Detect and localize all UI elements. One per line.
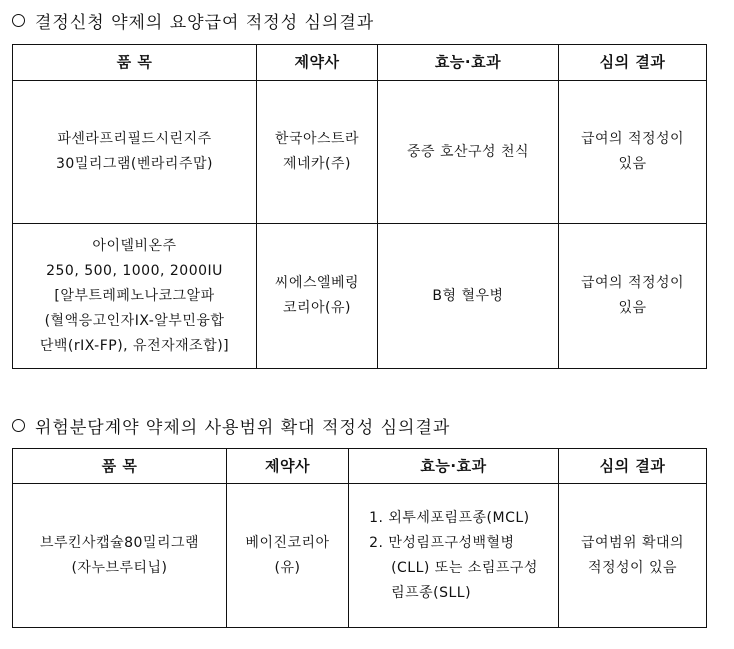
- table-row: [13, 224, 707, 369]
- section1-header-row: [13, 45, 707, 81]
- company-name-line: 베이진코리아: [245, 534, 330, 551]
- company-name-line: (유): [274, 559, 301, 576]
- result-cell: [559, 81, 707, 224]
- product-name-line: (자누브루티닙): [71, 559, 168, 576]
- result-line: 급여의 적정성이: [580, 275, 685, 291]
- company-cell: [227, 484, 349, 628]
- table-row: [13, 484, 707, 628]
- section2-table: [12, 448, 707, 628]
- header-result: 심의 결과: [559, 449, 707, 484]
- company-name-line: 제네카(주): [282, 156, 352, 172]
- circle-bullet-icon: [12, 419, 25, 432]
- efficacy-item: 2. 만성림프구성백혈병: [369, 534, 515, 551]
- header-company: 제약사: [257, 45, 378, 81]
- result-cell: [559, 484, 707, 628]
- section1-table: [12, 44, 707, 369]
- product-name-line: 30밀리그램(벤라리주맙): [56, 156, 213, 172]
- table-row: [13, 81, 707, 224]
- header-product: 품 목: [13, 45, 257, 81]
- result-cell: [559, 224, 707, 369]
- efficacy-item-continuation: (CLL) 또는 소림프구성: [391, 559, 538, 576]
- efficacy-list: [369, 506, 538, 606]
- product-name-line: [알부트레페노나코그알파: [54, 287, 215, 304]
- efficacy-line: 중증 호산구성 천식: [406, 143, 530, 160]
- section2-title: [12, 413, 450, 438]
- product-name-line: 아이델비온주: [92, 237, 177, 254]
- product-name-line: 250, 500, 1000, 2000IU: [46, 262, 223, 279]
- section2-title-text: 위험분담계약 약제의 사용범위 확대 적정성 심의결과: [35, 418, 451, 438]
- result-line: 적정성이 있음: [587, 559, 678, 576]
- product-name-line: 단백(rIX-FP), 유전자재조합)]: [39, 337, 230, 354]
- result-line: 있음: [618, 156, 647, 172]
- product-cell: [13, 81, 257, 224]
- efficacy-cell: [349, 484, 559, 628]
- company-name-line: 한국아스트라: [274, 131, 360, 147]
- result-line: 급여의 적정성이: [580, 131, 685, 147]
- efficacy-line: B형 혈우병: [432, 287, 504, 304]
- company-cell: [257, 224, 378, 369]
- header-product: 품 목: [13, 449, 227, 484]
- efficacy-item-continuation: 림프종(SLL): [391, 584, 472, 601]
- product-cell: [13, 484, 227, 628]
- product-cell: [13, 224, 257, 369]
- header-efficacy: 효능·효과: [349, 449, 559, 484]
- product-name-line: 파센라프리필드시린지주: [57, 131, 212, 147]
- company-name-line: 씨에스엘베링: [274, 275, 360, 291]
- efficacy-cell: [378, 81, 559, 224]
- section1-title-text: 결정신청 약제의 요양급여 적정성 심의결과: [35, 13, 375, 33]
- header-company: 제약사: [227, 449, 349, 484]
- circle-bullet-icon: [12, 14, 25, 27]
- efficacy-cell: [378, 224, 559, 369]
- company-cell: [257, 81, 378, 224]
- header-efficacy: 효능·효과: [378, 45, 559, 81]
- header-result: 심의 결과: [559, 45, 707, 81]
- section1-title: [12, 8, 374, 33]
- result-line: 있음: [618, 300, 647, 316]
- section2-header-row: [13, 449, 707, 484]
- product-name-line: 브루킨사캡슐80밀리그램: [39, 534, 200, 551]
- company-name-line: 코리아(유): [282, 300, 352, 316]
- product-name-line: (혈액응고인자IX-알부민융합: [44, 312, 225, 329]
- result-line: 급여범위 확대의: [580, 534, 685, 551]
- efficacy-item: 1. 외투세포림프종(MCL): [369, 509, 530, 526]
